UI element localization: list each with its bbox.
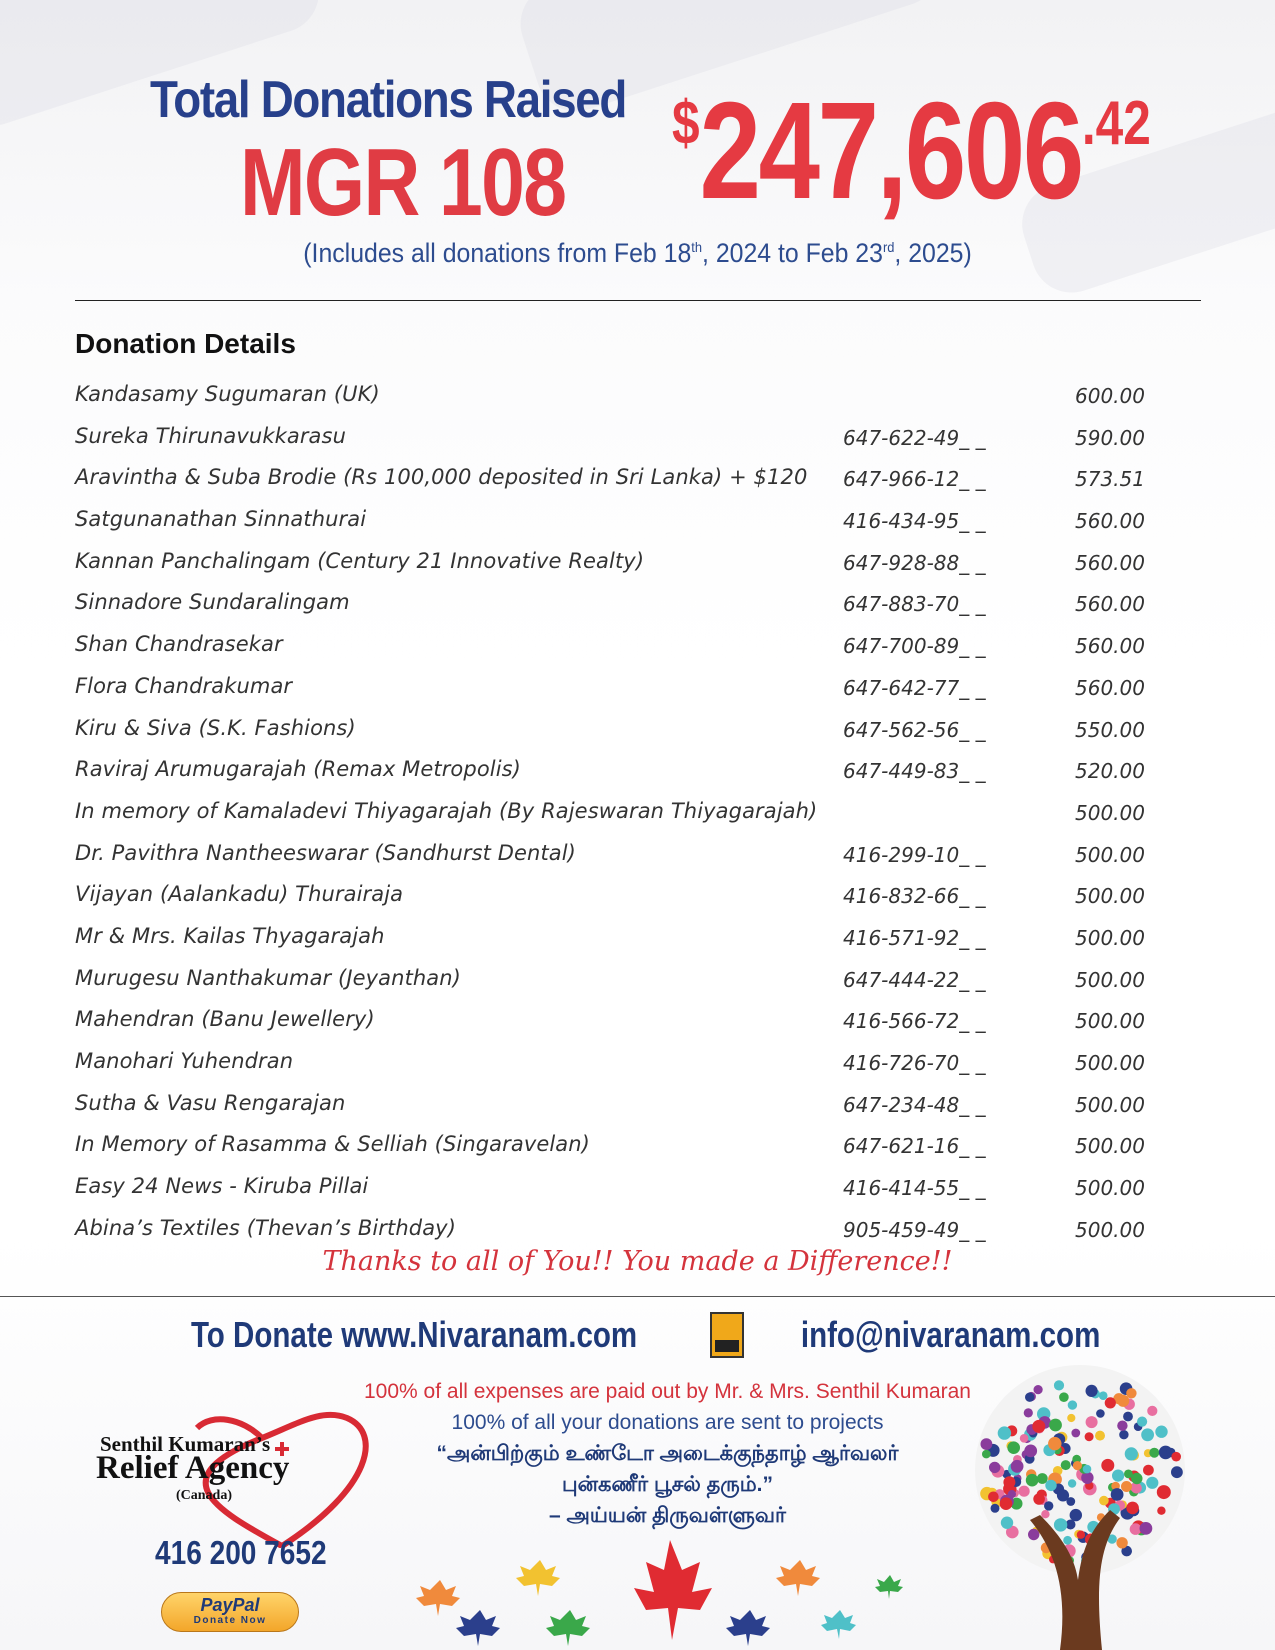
donor-phone: 647-966-12_ _ xyxy=(843,467,986,492)
donor-phone: 416-299-10_ _ xyxy=(843,842,986,867)
hand-mark xyxy=(1020,1434,1029,1443)
donation-amount: 500.00 xyxy=(1075,925,1145,950)
donation-amount: 590.00 xyxy=(1075,425,1145,450)
donor-name: Mahendran (Banu Jewellery) xyxy=(75,1007,375,1032)
donor-name: Manohari Yuhendran xyxy=(75,1049,294,1073)
hand-mark xyxy=(1131,1473,1142,1484)
footer-divider xyxy=(0,1296,1275,1297)
donor-phone: 416-414-55_ _ xyxy=(843,1176,986,1201)
hand-mark xyxy=(1149,1448,1159,1458)
hand-mark xyxy=(982,1450,991,1459)
hand-mark xyxy=(1070,1509,1082,1521)
hand-mark xyxy=(1041,1510,1049,1518)
donor-name: Mr & Mrs. Kailas Thyagarajah xyxy=(75,923,385,948)
hand-mark xyxy=(1011,1460,1024,1473)
table-row xyxy=(75,586,1165,628)
table-row xyxy=(75,628,1165,670)
hand-mark xyxy=(1125,1447,1138,1460)
hand-mark xyxy=(1126,1388,1136,1398)
hand-mark xyxy=(1119,1430,1128,1439)
donor-name: Shan Chandrasekar xyxy=(75,632,283,657)
hand-mark xyxy=(1096,1409,1105,1418)
hand-mark xyxy=(1025,1393,1034,1402)
donor-phone: 647-622-49_ _ xyxy=(843,425,986,450)
donate-link[interactable]: To Donate www.Nivaranam.com xyxy=(190,1314,637,1356)
section-title: Donation Details xyxy=(75,328,296,359)
hand-mark xyxy=(1101,1459,1114,1472)
donor-phone: 647-883-70_ _ xyxy=(843,592,986,617)
paypal-label: PayPal xyxy=(200,1595,260,1615)
hand-mark xyxy=(1111,1488,1124,1501)
range-sup-2: rd xyxy=(882,239,895,255)
donor-name: Kandasamy Sugumaran (UK) xyxy=(75,382,380,406)
donor-name: Vijayan (Aalankadu) Thurairaja xyxy=(75,882,404,907)
hand-mark xyxy=(998,1426,1011,1439)
donation-amount: 560.00 xyxy=(1075,509,1145,534)
donor-name: Kiru & Siva (S.K. Fashions) xyxy=(75,715,356,740)
quote-line-3: – அய்யன் திருவள்ளுவர் xyxy=(549,1504,786,1527)
event-name: MGR 108 xyxy=(240,129,566,236)
hand-mark xyxy=(1059,1392,1069,1402)
hand-mark xyxy=(1086,1416,1098,1428)
hand-mark xyxy=(1147,1406,1157,1416)
donor-phone: 416-571-92_ _ xyxy=(843,925,986,950)
paypal-sub: Donate Now xyxy=(193,1615,267,1626)
donor-phone: 416-832-66_ _ xyxy=(843,884,986,909)
table-row xyxy=(75,670,1165,712)
donor-phone: 647-444-22_ _ xyxy=(843,967,986,992)
table-row xyxy=(75,920,1165,962)
amount-whole: 247,606 xyxy=(699,74,1082,228)
amount-symbol: $ xyxy=(672,89,700,158)
donor-name: Flora Chandrakumar xyxy=(75,673,293,698)
hand-mark xyxy=(1099,1496,1109,1506)
donation-amount: 600.00 xyxy=(1075,384,1145,408)
paypal-donate-button[interactable] xyxy=(161,1592,299,1632)
donor-name: Sutha & Vasu Rengarajan xyxy=(75,1090,346,1115)
quote-line-1: “அன்பிற்கும் உண்டோ அடைக்குந்தாழ் ஆர்வலர் xyxy=(436,1442,899,1465)
hand-mark xyxy=(1077,1531,1085,1539)
hand-mark xyxy=(1140,1522,1153,1535)
table-row xyxy=(75,837,1165,879)
hand-mark xyxy=(1171,1466,1183,1478)
hand-mark xyxy=(1049,1419,1062,1432)
donor-phone: 647-234-48_ _ xyxy=(843,1092,986,1117)
table-row xyxy=(75,712,1165,754)
donor-phone: 647-562-56_ _ xyxy=(843,717,986,742)
donation-amount: 500.00 xyxy=(1075,1134,1145,1159)
hand-mark xyxy=(989,1462,1000,1473)
maple-leaves-icon xyxy=(400,1530,940,1650)
range-prefix: (Includes all donations from Feb 18 xyxy=(303,238,692,268)
donor-name: In Memory of Rasamma & Selliah (Singaravelan) xyxy=(75,1132,590,1157)
donor-name: Sureka Thirunavukkarasu xyxy=(75,423,346,448)
table-row xyxy=(75,378,1165,420)
table-row xyxy=(75,1128,1165,1170)
hand-mark xyxy=(1112,1470,1124,1482)
hand-mark xyxy=(1034,1385,1043,1394)
hand-mark xyxy=(988,1492,999,1503)
donation-amount: 560.00 xyxy=(1075,675,1145,700)
hand-mark xyxy=(1155,1426,1167,1438)
hand-mark xyxy=(1001,1517,1013,1529)
donation-amount: 500.00 xyxy=(1075,1217,1145,1242)
hand-mark xyxy=(1086,1385,1098,1397)
hand-mark xyxy=(1143,1465,1154,1476)
hand-mark xyxy=(1003,1476,1015,1488)
hand-mark xyxy=(1141,1428,1154,1441)
donation-amount: 573.51 xyxy=(1075,467,1145,492)
donor-name: In memory of Kamaladevi Thiyagarajah (By Rajeswaran Thiyagarajah) xyxy=(75,798,818,823)
hand-mark xyxy=(1048,1437,1061,1450)
table-row xyxy=(75,1045,1165,1087)
hand-mark xyxy=(991,1504,1000,1513)
donor-phone: 647-449-83_ _ xyxy=(843,759,986,784)
hand-mark xyxy=(981,1438,993,1450)
hand-mark xyxy=(1157,1485,1171,1499)
table-row xyxy=(75,420,1165,462)
donation-amount: 560.00 xyxy=(1075,634,1145,659)
hand-mark xyxy=(1095,1431,1105,1441)
hand-mark xyxy=(1024,1408,1033,1417)
amount-cents: .42 xyxy=(1081,89,1151,158)
donation-amount: 550.00 xyxy=(1075,717,1145,742)
hand-mark xyxy=(1033,1493,1045,1505)
hand-mark xyxy=(1073,1461,1082,1470)
hand-mark xyxy=(1066,1497,1075,1506)
table-row xyxy=(75,1003,1165,1045)
interac-etransfer-icon xyxy=(710,1312,744,1358)
donation-amount: 560.00 xyxy=(1075,592,1145,617)
email-link[interactable]: info@nivaranam.com xyxy=(800,1314,1101,1356)
donor-phone: 905-459-49_ _ xyxy=(843,1217,986,1242)
org-name-line-3: (Canada) xyxy=(176,1488,233,1503)
hand-mark xyxy=(1126,1502,1139,1515)
header-title: Total Donations Raised xyxy=(150,71,627,129)
hand-mark xyxy=(1063,1536,1072,1545)
donor-phone: 647-621-16_ _ xyxy=(843,1134,986,1159)
hand-mark xyxy=(1026,1474,1039,1487)
hand-mark xyxy=(1116,1537,1127,1548)
hand-mark xyxy=(1054,1380,1064,1390)
hand-mark xyxy=(1071,1429,1080,1438)
hand-mark xyxy=(1137,1417,1147,1427)
hand-mark xyxy=(1099,1391,1108,1400)
donor-name: Aravintha & Suba Brodie (Rs 100,000 deposited in Sri Lanka) + $120 xyxy=(75,465,808,490)
table-row xyxy=(75,1170,1165,1212)
quote-line-2: புன்கணீர் பூசல் தரும்.” xyxy=(562,1473,773,1496)
date-range xyxy=(51,238,1224,269)
donor-phone: 416-434-95_ _ xyxy=(843,509,986,534)
hand-mark xyxy=(1000,1497,1013,1510)
donation-amount: 520.00 xyxy=(1075,759,1145,784)
donor-name: Sinnadore Sundaralingam xyxy=(75,590,350,615)
hand-mark xyxy=(1007,1441,1020,1454)
hand-mark xyxy=(1157,1507,1165,1515)
hand-mark xyxy=(1044,1501,1053,1510)
donor-phone: 647-642-77_ _ xyxy=(843,675,986,700)
range-sup-1: th xyxy=(691,239,703,255)
tree-of-hands-icon xyxy=(960,1360,1200,1650)
org-phone: 416 200 7652 xyxy=(155,1534,327,1571)
donation-list xyxy=(75,378,1165,1253)
donation-amount: 500.00 xyxy=(1075,1092,1145,1117)
hand-mark xyxy=(1024,1445,1037,1458)
hand-mark xyxy=(1068,1479,1076,1487)
hand-mark xyxy=(1028,1529,1039,1540)
hand-mark xyxy=(1146,1477,1158,1489)
donation-amount: 500.00 xyxy=(1075,1009,1145,1034)
donation-amount: 500.00 xyxy=(1075,884,1145,909)
donor-name: Abina’s Textiles (Thevan’s Birthday) xyxy=(75,1215,457,1240)
donation-amount: 500.00 xyxy=(1075,800,1145,825)
hand-mark xyxy=(1123,1412,1133,1422)
hand-mark xyxy=(1054,1518,1067,1531)
range-suffix: , 2025) xyxy=(894,238,972,268)
donation-amount: 500.00 xyxy=(1075,1051,1145,1075)
table-row xyxy=(75,461,1165,503)
org-name-line-2: Relief Agency xyxy=(96,1450,290,1486)
donor-phone: 647-928-88_ _ xyxy=(843,550,986,575)
hand-mark xyxy=(1117,1421,1127,1431)
table-row xyxy=(75,1087,1165,1129)
hand-mark xyxy=(1032,1420,1045,1433)
donor-name: Murugesu Nanthakumar (Jeyanthan) xyxy=(75,965,461,990)
hand-mark xyxy=(1061,1460,1071,1470)
donation-amount: 500.00 xyxy=(1075,967,1145,992)
donation-amount: 500.00 xyxy=(1075,842,1145,867)
donor-name: Easy 24 News - Kiruba Pillai xyxy=(75,1174,369,1199)
total-amount xyxy=(672,74,1151,228)
donation-amount: 560.00 xyxy=(1075,550,1145,575)
table-row xyxy=(75,753,1165,795)
donate-line xyxy=(0,1312,1275,1358)
hand-mark xyxy=(1121,1481,1132,1492)
hand-mark xyxy=(1085,1432,1094,1441)
table-row xyxy=(75,503,1165,545)
hand-mark xyxy=(1105,1397,1116,1408)
hand-mark xyxy=(1171,1452,1181,1462)
hand-mark xyxy=(1083,1465,1092,1474)
footer-notes xyxy=(330,1376,1005,1531)
table-row xyxy=(75,795,1165,837)
hand-mark xyxy=(1045,1480,1056,1491)
header-divider xyxy=(75,300,1201,301)
table-row xyxy=(75,962,1165,1004)
donor-phone: 647-700-89_ _ xyxy=(843,634,986,659)
range-mid: , 2024 to Feb 23 xyxy=(702,238,883,268)
donations-note: 100% of all your donations are sent to projects xyxy=(451,1411,884,1434)
hand-mark xyxy=(1008,1490,1016,1498)
table-row xyxy=(75,545,1165,587)
expenses-note: 100% of all expenses are paid out by Mr. & Mrs. Senthil Kumaran xyxy=(364,1380,971,1403)
donor-phone: 416-566-72_ _ xyxy=(843,1009,986,1034)
donor-name: Kannan Panchalingam (Century 21 Innovative Realty) xyxy=(75,548,645,573)
hand-mark xyxy=(1068,1400,1077,1409)
table-row xyxy=(75,878,1165,920)
thanks-message: Thanks to all of You!! You made a Difference!! xyxy=(322,1246,953,1277)
donor-phone: 416-726-70_ _ xyxy=(843,1051,986,1075)
hand-mark xyxy=(1037,1473,1048,1484)
org-name-line-1: Senthil Kumaran’s xyxy=(100,1432,271,1456)
donor-name: Satgunanathan Sinnathurai xyxy=(75,507,367,532)
hand-mark xyxy=(1019,1486,1030,1497)
hand-mark xyxy=(1067,1414,1075,1422)
donor-name: Raviraj Arumugarajah (Remax Metropolis) xyxy=(75,757,521,782)
donor-name: Dr. Pavithra Nantheeswarar (Sandhurst Dental) xyxy=(75,840,576,865)
donation-amount: 500.00 xyxy=(1075,1176,1145,1201)
